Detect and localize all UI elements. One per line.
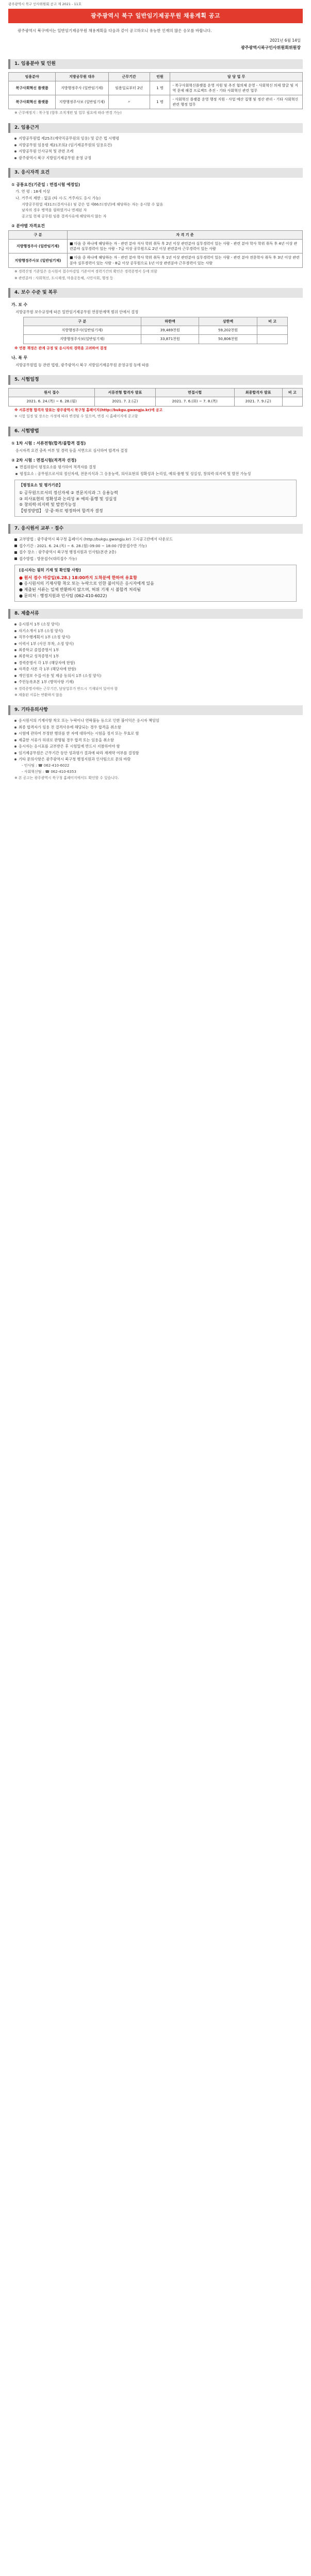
list-item-text: 제출한 서류가 허위로 판명될 경우 합격 또는 임용을 취소함 [19, 737, 114, 742]
notice-number: 광주광역시 북구 인사위원회 공고 제 2021 - 11호 [8, 2, 82, 6]
application-notice-box [14, 565, 297, 602]
box-line: ⑤ 창의력·의지력 및 발전가능성 [19, 502, 76, 507]
field-requirements-heading: ② 분야별 자격요건 [11, 223, 45, 228]
documents-note: ※ 경력증명서에는 근무기간, 담당업무가 반드시 기재되어 있어야 함 [14, 686, 118, 691]
bullet-icon [14, 150, 17, 152]
box-line: ● 문의처 : 행정지원과 인사팀 (062-410-6022) [19, 593, 107, 598]
list-item-text: 직무수행계획서 1부 (소정 양식) [19, 635, 71, 640]
contact-line: - 인사팀 : ☎ 062-410-6022 [22, 764, 70, 768]
list-item [14, 744, 303, 749]
section-title-legal-basis: 2. 임용근거 [8, 123, 303, 133]
list-item-text: 이력서 1부 (사진 부착, 소정 양식) [19, 641, 74, 646]
list-item [14, 673, 303, 679]
bullet-icon [14, 668, 17, 670]
table-header-cell: 비 고 [257, 317, 288, 326]
box-line: ● 응시원서의 기재사항 착오 또는 누락으로 인한 불이익은 응시자에게 있음 [19, 581, 154, 586]
table-header-row [9, 72, 303, 81]
list-item [14, 550, 303, 555]
bullet-icon [14, 745, 17, 748]
bullet-icon [15, 466, 18, 468]
table-header-cell: 담 당 업 무 [170, 72, 303, 81]
bullet-icon [14, 538, 17, 541]
table-cell: 지방행정주사보 (일반임기제) [56, 95, 109, 109]
documents-note: ※ 제출된 서류는 반환하지 않음 [14, 693, 63, 698]
table-cell: 임용일로부터 2년 [108, 81, 150, 95]
eligibility-note: ※ 관련분야 : 사회혁신, 도시재생, 마을공동체, 시민사회, 행정 등 [14, 276, 113, 280]
bullet-icon [14, 545, 17, 547]
bullet-icon [14, 752, 17, 754]
list-item-text: 경력증명서 각 1부 (해당자에 한함) [19, 660, 75, 665]
table-header-cell: 지방공무원 대우 [56, 72, 109, 81]
box-line: ● 제출된 서류는 일체 반환하지 않으며, 허위 기재 시 불합격 처리됨 [19, 587, 141, 592]
intro-text: 광주광역시 북구에서는 일반임기제공무원 채용계획을 다음과 같이 공고하오니 유능한 인재의 많은 응모를 바랍니다. [18, 28, 212, 33]
list-item [14, 667, 303, 672]
table-cell: 59,202천원 [199, 326, 257, 335]
table-header-cell: 최종합격자 발표 [234, 388, 282, 397]
list-item [14, 156, 303, 161]
table-header-cell: 하한액 [141, 317, 199, 326]
table-header-cell: 인원 [150, 72, 170, 81]
list-item [14, 648, 303, 653]
list-item-text: 광주광역시 북구 지방임기제공무원 운영 규정 [19, 155, 92, 160]
list-item-text: 접수 장소 : 광주광역시 북구청 행정지원과 인사팀(본관 2층) [19, 550, 117, 555]
table-header-cell: 구 분 [23, 317, 141, 326]
table-cell: 50,806천원 [199, 335, 257, 344]
table-cell: 지방행정주사 (일반임기제) [9, 240, 68, 253]
common-requirements-heading: ① 공통요건(기준일 : 면접시험 예정일) [11, 182, 80, 188]
section-title-positions: 1. 임용분야 및 인원 [8, 59, 303, 69]
announcement-page [8, 0, 303, 781]
age-requirement: 가. 연 령 : 18세 이상 [15, 189, 50, 194]
section-title-exam-method: 6. 시험방법 [8, 427, 303, 436]
list-item [14, 757, 303, 762]
table-header-row [23, 317, 288, 326]
issuing-organization: 광주광역시북구인사위원회위원장 [241, 45, 301, 50]
list-item-text: 자기소개서 1부 (소정 양식) [19, 628, 63, 633]
list-item [14, 680, 303, 685]
duty-detail: 지방공무원법 등 관련 법령, 광주광역시 북구 지방임기제공무원 운영규정 등에 따름 [15, 362, 149, 367]
table-cell: 지방행정주사(일반임기제) [23, 326, 141, 335]
table-header-cell: 임용분야 [9, 72, 56, 81]
table-header-row [9, 388, 303, 397]
section-title-pay: 4. 보수 수준 및 복무 [8, 288, 303, 298]
table-header-cell: 상한액 [199, 317, 257, 326]
table-cell: 〃 [108, 95, 150, 109]
list-item: 남자의 경우 병역을 필하였거나 면제된 자 [22, 208, 87, 213]
box-title: [응시자는 필히 기재 및 확인할 사항] [19, 568, 81, 573]
bullet-icon [14, 623, 17, 625]
bullet-icon [14, 138, 17, 140]
list-item [14, 725, 303, 730]
table-row [23, 326, 288, 335]
list-item [14, 660, 303, 666]
list-item [14, 654, 303, 659]
pay-table [23, 317, 288, 344]
bullet-icon [14, 655, 17, 657]
exam-step-2: ② 2차 시험 : 면접시험(적격자 선정) [11, 458, 77, 463]
bullet-icon [14, 636, 17, 638]
table-cell [257, 335, 288, 344]
table-header-row [9, 231, 303, 240]
section-title-documents: 8. 제출서류 [8, 609, 303, 619]
list-item [14, 537, 303, 542]
pay-heading: 가. 보 수 [11, 302, 27, 308]
table-header-cell: 자 격 기 준 [68, 231, 303, 240]
bullet-icon [14, 675, 17, 677]
box-line: ① 공무원으로서의 정신자세 ② 전문지식과 그 응용능력 [19, 490, 118, 495]
box-title: 【평정요소 및 평가기준】 [19, 483, 63, 488]
table-row [9, 81, 303, 95]
list-item-text: 접수방법 : 방문접수(대리접수 가능) [19, 556, 77, 561]
table-cell: 북구사회혁신 플랫폼 [9, 95, 56, 109]
list-item-text: 최종 합격자가 임용 전 결격사유에 해당되는 경우 합격을 취소함 [19, 724, 121, 730]
table-cell: 2021. 7. 6.(화) ~ 7. 8.(목) [155, 397, 234, 406]
bullet-icon [14, 733, 17, 735]
list-item [15, 465, 303, 470]
bullet-icon [14, 739, 17, 741]
footer-note: ※ 본 공고는 광주광역시 북구청 홈페이지에서도 확인할 수 있습니다. [14, 775, 119, 780]
box-line: ③ 의사표현의 정확성과 논리성 ④ 예의·품행 및 성실성 [19, 496, 117, 501]
list-item-text: 최종학교 졸업증명서 1부 [19, 647, 59, 652]
bullet-icon [14, 662, 17, 664]
residence-requirement: 나. 거주지 제한 : 없음 (타 시·도 거주자도 응시 가능) [15, 195, 101, 200]
list-item-text: 지방공무원법 제25조(계약직공무원의 임용) 및 같은 법 시행령 [19, 136, 120, 141]
table-cell: 2021. 7. 2.(금) [95, 397, 156, 406]
section-title-eligibility: 3. 응시자격 요건 [8, 168, 303, 178]
table-header-cell: 비 고 [282, 388, 302, 397]
list-item-text: 응시자는 응시표를 교부받은 후 시험일에 반드시 지참하여야 함 [19, 744, 120, 749]
list-item-text: 접수기간 : 2021. 6. 24.(목) ~ 6. 28.(월) 09:00 ~ 18:00 (방문접수만 가능) [19, 543, 147, 548]
section-title-schedule: 5. 시험일정 [8, 375, 303, 385]
positions-table [8, 72, 303, 110]
table-cell: 39,469천원 [141, 326, 199, 335]
schedule-note: ※ 서류전형 합격자 발표는 광주광역시 북구청 홈페이지(http://bukgu.gwangju.kr)에 공고 [14, 408, 162, 412]
box-line: ● 원서 접수 마감일(6.28.) 18:00까지 도착분에 한하여 유효함 [19, 575, 137, 580]
list-item [14, 629, 303, 634]
list-item-text: 평정요소 : 공무원으로서의 정신자세, 전문지식과 그 응용능력, 의사표현의 정확성과 논리성, 예의·품행 및 성실성, 창의력·의지력 및 발전 가능성 [20, 471, 251, 476]
table-row [9, 397, 303, 406]
table-row [9, 253, 303, 267]
bullet-icon [14, 726, 17, 728]
table-cell: 북구사회혁신 플랫폼 [9, 81, 56, 95]
contact-line: - 사회혁신팀 : ☎ 062-410-6353 [22, 769, 76, 774]
section-title-other-notes: 9. 기타유의사항 [8, 705, 303, 715]
bullet-icon [14, 144, 17, 146]
table-header-cell: 원서 접수 [9, 388, 95, 397]
qualification-table [8, 230, 303, 268]
evaluation-criteria-box [14, 480, 297, 517]
list-item [14, 641, 303, 647]
list-item [14, 731, 303, 736]
table-cell: - 사회혁신 플랫폼 운영 행정 지원 - 사업 예산 집행 및 정산 관리 - 기타 사회혁신 관련 행정 업무 [170, 95, 303, 109]
list-item-text: 시험에 관하여 부정한 행위를 한 자에 대하여는 시험을 정지 또는 무효로 함 [19, 731, 139, 736]
table-cell: 2021. 6. 24.(목) ~ 6. 28.(월) [9, 397, 95, 406]
list-item-text: 임기제공무원은 근무기간 동안 성과평가 결과에 따라 재계약 여부를 결정함 [19, 750, 139, 755]
table-header-cell: 서류전형 합격자 발표 [95, 388, 156, 397]
table-cell [282, 397, 302, 406]
list-item [14, 718, 303, 723]
list-item-text: 응시원서의 기재사항 착오 또는 누락이나 연락불능 등으로 인한 불이익은 응시자 책임임 [19, 718, 159, 723]
list-item-text: 최종학교 성적증명서 1부 [19, 654, 59, 659]
list-item [15, 471, 303, 477]
box-line: 【평정방법】 상·중·하로 평정하여 합격자 결정 [19, 508, 103, 513]
list-item [14, 751, 303, 756]
list-item [14, 556, 303, 562]
duty-heading: 나. 복 무 [11, 355, 27, 361]
positions-note: ※ 근무예정지 : 북구청 (향후 조직개편 및 업무 필요에 따라 변경 가능) [14, 111, 122, 115]
table-cell: 지방행정주사보(일반임기제) [23, 335, 141, 344]
list-item: 공고일 현재 공무원 임용 결격사유에 해당하지 않는 자 [22, 214, 107, 218]
table-cell: 1 명 [150, 95, 170, 109]
table-header-cell: 구 분 [9, 231, 68, 240]
list-item-text: 교부방법 : 광주광역시 북구청 홈페이지 (http://bukgu.gwangju.kr) 고시공고란에서 다운로드 [19, 537, 173, 542]
list-item [14, 136, 303, 141]
table-cell: 1 명 [150, 81, 170, 95]
table-cell: 2021. 7. 9.(금) [234, 397, 282, 406]
exam-step-1-detail: 응시자격 요건 충족 여부 및 경력 등을 서면으로 심사하여 합격자 결정 [15, 448, 128, 453]
pay-note: ※ 연봉 책정은 관계 규정 및 응시자의 경력을 고려하여 결정 [14, 346, 107, 350]
schedule-note: ※ 시험 일정 및 장소는 사정에 따라 변경될 수 있으며, 변경 시 홈페이지에 공고함 [14, 414, 138, 419]
bullet-icon [14, 551, 17, 554]
table-row [23, 335, 288, 344]
list-item-text: 기타 문의사항은 광주광역시 북구청 행정지원과 인사팀으로 문의 바람 [19, 756, 131, 761]
bullet-icon [14, 643, 17, 645]
eligibility-note: ※ 경력산정 기준일은 응시원서 접수마감일 기준이며 경력기간의 확인은 경력증명서 등에 의함 [14, 269, 157, 274]
bullet-icon [14, 681, 17, 683]
pay-detail: 지방공무원 보수규정에 따른 일반임기제공무원 연봉한계액 범위 안에서 결정 [15, 309, 139, 314]
table-cell: ■ 다음 중 하나에 해당하는 자 - 관련 분야 석사 학위 취득 후 2년 이상 관련분야 실무경력이 있는 사람 - 관련 분야 학사 학위 취득 후 4년 이상 관련분야 실무경력이 있는 사람 - 7급 이상 공무원으로 2년 이상 관련분야 근무경력이 있는 사람 [68, 240, 303, 253]
page-title: 광주광역시 북구 일반임기제공무원 채용계획 공고 [8, 9, 303, 23]
bullet-icon [14, 157, 17, 159]
list-item-text: 지방공무원 인사규칙 및 관련 조례 [19, 149, 74, 154]
table-cell: - 북구사회혁신플랫폼 운영 지원 및 추진 협의체 운영 - 사회혁신 의제 발굴 및 지역 문제 해결 프로젝트 추진 - 기타 사회혁신 관련 업무 [170, 81, 303, 95]
list-item [14, 738, 303, 743]
list-item-text: 응시원서 1부 (소정 양식) [19, 622, 60, 627]
list-item [14, 544, 303, 549]
exam-step-1: ① 1차 시험 : 서류전형(합격/불합격 결정) [11, 441, 86, 446]
list-item [14, 635, 303, 640]
table-cell: 지방행정주사 (일반임기제) [56, 81, 109, 95]
list-item-text: 자격증 사본 각 1부 (해당자에 한함) [19, 667, 76, 672]
bullet-icon [14, 630, 17, 632]
list-item [14, 622, 303, 627]
list-item-text: 지방공무원 임용령 제21조의2 (임기제공무원의 임용요건) [19, 142, 112, 147]
list-item: 지방공무원법 제31조(결격사유) 및 같은 법 제66조(정년)에 해당하는 자는 응시할 수 없음 [22, 202, 163, 207]
list-item-text: 개인정보 수집·이용 및 제공 동의서 1부 (소정 양식) [19, 673, 102, 678]
notice-date: 2021년 6월 14일 [270, 38, 301, 43]
section-title-application: 7. 응시원서 교부 · 접수 [8, 524, 303, 534]
bullet-icon [14, 758, 17, 760]
table-row [9, 95, 303, 109]
list-item-text: 면접위원이 평정요소를 평가하여 적격자를 결정 [20, 465, 96, 470]
table-header-cell: 근무기간 [108, 72, 150, 81]
table-cell: 지방행정주사보 (일반임기제) [9, 253, 68, 267]
table-header-cell: 면접시험 [155, 388, 234, 397]
bullet-icon [14, 720, 17, 722]
table-cell: ■ 다음 중 하나에 해당하는 자 - 관련 분야 학사 학위 취득 후 1년 이상 관련분야 실무경력이 있는 사람 - 관련 분야 전문학사 취득 후 3년 이상 관련분야 실무경력이 있는 사람 - 8급 이상 공무원으로 1년 이상 관련분야 근무경력이 있는 사람 [68, 253, 303, 267]
table-cell [257, 326, 288, 335]
bullet-icon [15, 473, 18, 475]
table-row [9, 240, 303, 253]
list-item [14, 149, 303, 154]
bullet-icon [14, 557, 17, 560]
list-item [14, 143, 303, 148]
list-item-text: 주민등록초본 1부 (병역사항 기재) [19, 680, 74, 685]
bullet-icon [14, 649, 17, 651]
schedule-table [8, 388, 303, 406]
table-cell: 33,871천원 [141, 335, 199, 344]
